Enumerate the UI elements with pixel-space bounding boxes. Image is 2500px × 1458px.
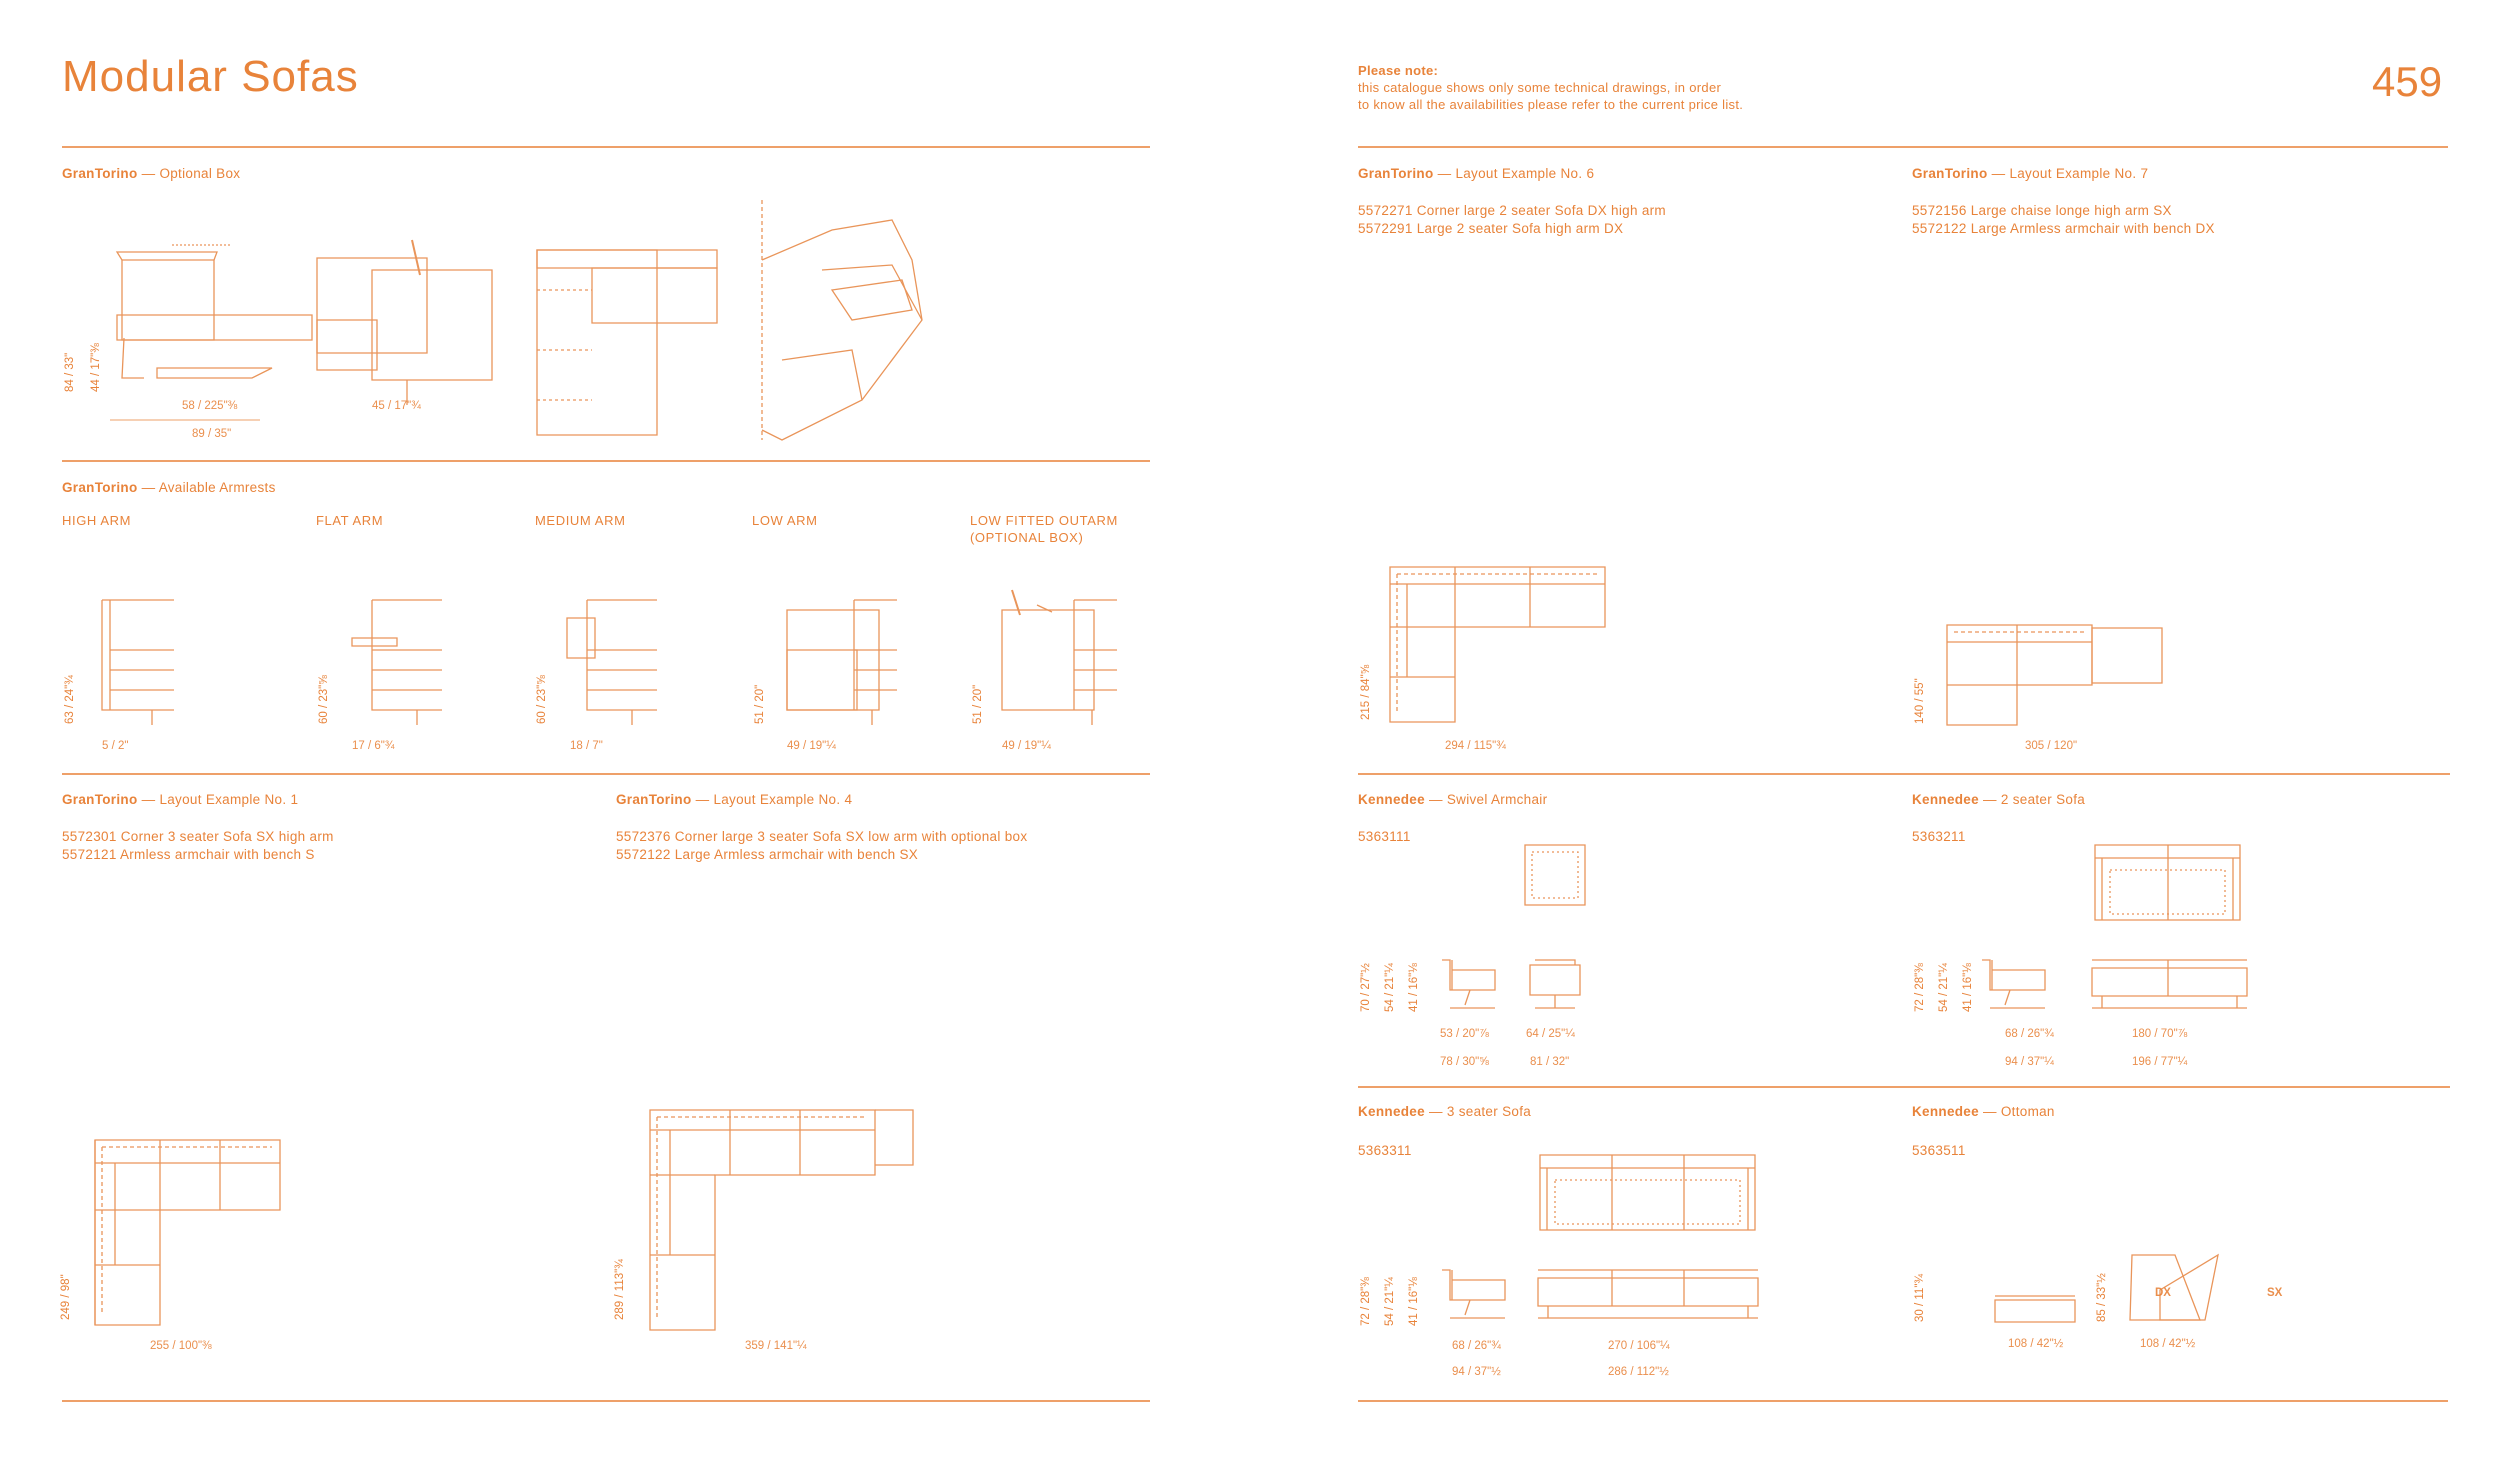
page-number: 459 (2372, 58, 2443, 105)
armrest-width: 49 / 19"¼ (1002, 740, 1051, 752)
product-code: 5363211 (1912, 829, 1966, 844)
dim-height: 44 / 17"⅜ (90, 343, 102, 392)
product-code: 5363311 (1358, 1143, 1412, 1158)
layout-6-drawing (1385, 562, 1610, 727)
dim-width: 45 / 17"¾ (372, 400, 421, 412)
dim-height: 54 / 21"¼ (1938, 963, 1950, 1012)
section-heading-layout-4: GranTorino — Layout Example No. 4 (616, 792, 853, 807)
dim-height: 140 / 55" (1914, 678, 1926, 724)
dim-width: 108 / 42"½ (2008, 1338, 2064, 1350)
dim-height: 72 / 28"⅜ (1360, 1277, 1372, 1326)
swivel-armchair-drawing (1440, 840, 1610, 1020)
armrest-height: 60 / 23"⅝ (318, 675, 330, 724)
dim-height: 41 / 16"⅛ (1408, 963, 1420, 1012)
dim-width: 180 / 70"⅞ (2132, 1028, 2188, 1040)
product-codes: 5572301 Corner 3 seater Sofa SX high arm 5572121 Armless armchair with bench S (62, 829, 334, 862)
armrest-width: 5 / 2" (102, 740, 129, 752)
armrest-label: FLAT ARM (316, 513, 384, 528)
dim-width: 108 / 42"½ (2140, 1338, 2196, 1350)
dim-depth: 89 / 35" (192, 428, 232, 440)
dim-height: 84 / 33" (64, 352, 76, 392)
dim-depth: 68 / 26"¾ (2005, 1028, 2054, 1040)
armrest-height: 51 / 20" (972, 684, 984, 724)
dim-depth: 53 / 20"⅞ (1440, 1028, 1489, 1040)
dim-height: 54 / 21"¼ (1384, 963, 1396, 1012)
optional-box-drawings (62, 200, 762, 450)
dim-width: 294 / 115"¾ (1445, 740, 1506, 752)
2-seater-sofa-drawing (1980, 840, 2250, 1020)
product-code: 5363511 (1912, 1143, 1966, 1158)
armrest-label: MEDIUM ARM (535, 513, 626, 528)
section-heading-2-seater-sofa: Kennedee — 2 seater Sofa (1912, 792, 2086, 807)
dim-height: 41 / 16"⅛ (1408, 1277, 1420, 1326)
divider (1358, 1400, 2448, 1402)
dim-height: 289 / 113"¾ (614, 1259, 626, 1320)
dim-width: 81 / 32" (1530, 1056, 1570, 1068)
armrest-label: LOW FITTED OUTARM (OPTIONAL BOX) (970, 513, 1118, 545)
layout-7-drawing (1942, 620, 2172, 730)
section-heading-armrests: GranTorino — Available Armrests (62, 480, 276, 495)
section-heading-layout-6: GranTorino — Layout Example No. 6 (1358, 166, 1595, 181)
product-code: 5363111 (1358, 829, 1411, 844)
divider (62, 460, 1150, 462)
chair-back (122, 260, 214, 340)
armrest-height: 63 / 24"¾ (64, 675, 76, 724)
dim-height: 85 / 33"½ (2096, 1273, 2108, 1322)
dim-width: 255 / 100"⅜ (150, 1340, 212, 1352)
ottoman-drawing (1990, 1250, 2250, 1330)
dim-height: 41 / 16"⅛ (1962, 963, 1974, 1012)
dim-depth: 58 / 225"⅜ (182, 400, 238, 412)
product-codes: 5572156 Large chaise longe high arm SX 5572122 Large Armless armchair with bench DX (1912, 203, 2215, 236)
dim-height: 54 / 21"¼ (1384, 1277, 1396, 1326)
page-title: Modular Sofas (62, 52, 359, 101)
dim-height: 249 / 98" (60, 1274, 72, 1320)
armrest-height: 60 / 23"⅝ (536, 675, 548, 724)
dim-depth: 94 / 37"½ (1452, 1366, 1501, 1378)
section-heading-layout-1: GranTorino — Layout Example No. 1 (62, 792, 299, 807)
section-heading-layout-7: GranTorino — Layout Example No. 7 (1912, 166, 2149, 181)
divider (62, 773, 1150, 775)
dim-width: 359 / 141"¼ (745, 1340, 807, 1352)
divider (1358, 1086, 2450, 1088)
dim-height: 70 / 27"½ (1360, 963, 1372, 1012)
ottoman-sx-label: SX (2267, 1287, 2283, 1299)
section-heading-swivel-armchair: Kennedee — Swivel Armchair (1358, 792, 1548, 807)
layout-4-drawing (645, 1105, 920, 1335)
dim-depth: 68 / 26"¾ (1452, 1340, 1501, 1352)
armrest-label: HIGH ARM (62, 513, 132, 528)
ottoman-dx-label: DX (2155, 1287, 2171, 1299)
product-codes: 5572271 Corner large 2 seater Sofa DX high arm 5572291 Large 2 seater Sofa high arm DX (1358, 203, 1666, 236)
armrest-width: 18 / 7" (570, 740, 603, 752)
divider (1358, 146, 2448, 148)
armrest-label: LOW ARM (752, 513, 818, 528)
divider (1358, 773, 2450, 775)
please-note: Please note: this catalogue shows only some technical drawings, in order to know all the availabilities please refer to the current price list. (1358, 63, 1744, 112)
armrest-width: 49 / 19"¼ (787, 740, 836, 752)
layout-1-drawing (90, 1135, 290, 1335)
armrest-height: 51 / 20" (754, 684, 766, 724)
dim-width: 286 / 112"½ (1608, 1366, 1669, 1378)
dim-width: 196 / 77"¼ (2132, 1056, 2188, 1068)
dim-depth: 78 / 30"⅝ (1440, 1056, 1489, 1068)
3-seater-sofa-drawing (1440, 1150, 1760, 1330)
divider (62, 146, 1150, 148)
product-codes: 5572376 Corner large 3 seater Sofa SX low arm with optional box 5572122 Large Armless armchair with bench SX (616, 829, 1028, 862)
dim-line (110, 418, 270, 428)
dim-width: 305 / 120" (2025, 740, 2078, 752)
dim-depth: 94 / 37"¼ (2005, 1056, 2054, 1068)
dim-height: 215 / 84"⅝ (1360, 664, 1372, 720)
section-heading-optional-box: GranTorino — Optional Box (62, 166, 241, 181)
divider (62, 1400, 1150, 1402)
section-heading-3-seater-sofa: Kennedee — 3 seater Sofa (1358, 1104, 1532, 1119)
dim-width: 64 / 25"¼ (1526, 1028, 1575, 1040)
dim-height: 30 / 11"¾ (1914, 1274, 1926, 1322)
armrest-width: 17 / 6"¾ (352, 740, 395, 752)
dim-height: 72 / 28"⅜ (1914, 963, 1926, 1012)
section-heading-ottoman: Kennedee — Ottoman (1912, 1104, 2055, 1119)
dim-width: 270 / 106"¼ (1608, 1340, 1670, 1352)
